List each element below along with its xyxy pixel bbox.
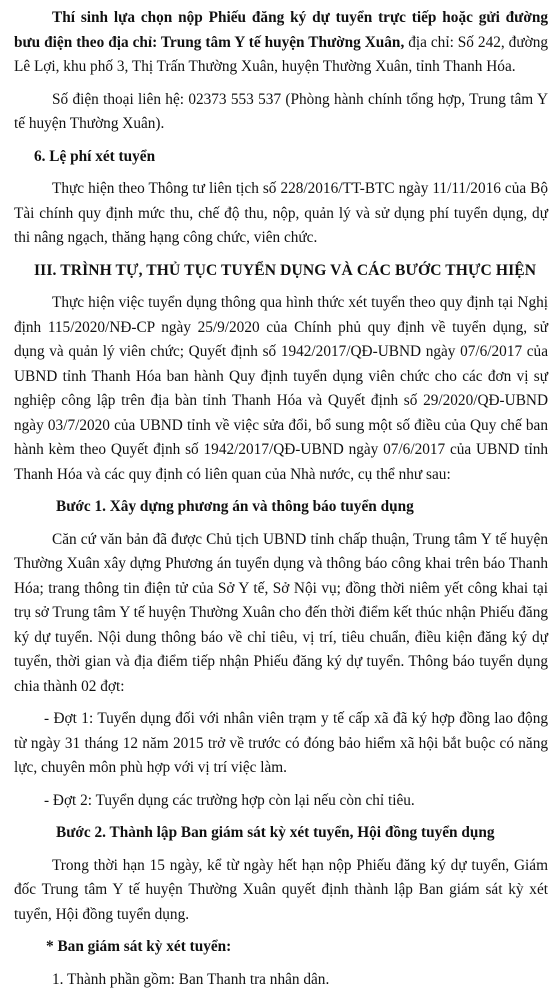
step-2-heading: Bước 2. Thành lập Ban giám sát kỳ xét tuyển, Hội đồng tuyển dụng: [14, 821, 548, 846]
section-6-heading: 6. Lệ phí xét tuyển: [14, 145, 548, 170]
fee-paragraph: Thực hiện theo Thông tư liên tịch số 228/2016/TT-BTC ngày 11/11/2016 của Bộ Tài chính quy định mức thu, chế độ thu, nộp, quản lý và sử dụng phí tuyển dụng, dự thi nâng ngạch, thăng hạng công chức, viên chức.: [14, 177, 548, 251]
legal-basis-paragraph: Thực hiện việc tuyển dụng thông qua hình thức xét tuyển theo quy định tại Nghị định 115/2020/NĐ-CP ngày 25/9/2020 của Chính phủ quy định về tuyển dụng, sử dụng và quản lý viên chức; Quyết định số 1942/2017/QĐ-UBND ngày 07/6/2017 của UBND tỉnh Thanh Hóa ban hành Quy định tuyển dụng viên chức cho các đơn vị sự nghiệp công lập trên địa bàn tỉnh Thanh Hóa và Quyết định số 29/2020/QĐ-UBND ngày 03/7/2020 của UBND tỉnh về việc sửa đổi, bổ sung một số điều của Quy chế ban hành kèm theo Quyết định số 1942/2017/QĐ-UBND ngày 07/6/2017 của UBND tỉnh Thanh Hóa và các quy định có liên quan của Nhà nước, cụ thể như sau:: [14, 291, 548, 487]
step-1-heading: Bước 1. Xây dựng phương án và thông báo tuyển dụng: [14, 495, 548, 520]
supervision-board-heading: * Ban giám sát kỳ xét tuyển:: [14, 935, 548, 960]
section-iii-heading: III. TRÌNH TỰ, THỦ TỤC TUYỂN DỤNG VÀ CÁC BƯỚC THỰC HIỆN: [14, 259, 548, 284]
round-2-item: - Đợt 2: Tuyển dụng các trường hợp còn lại nếu còn chỉ tiêu.: [14, 789, 548, 814]
step-2-paragraph: Trong thời hạn 15 ngày, kể từ ngày hết hạn nộp Phiếu đăng ký dự tuyển, Giám đốc Trung tâm Y tế huyện Thường Xuân quyết định thành lập Ban giám sát kỳ xét tuyển, Hội đồng tuyển dụng.: [14, 854, 548, 928]
submission-address: địa chỉ: Số 242, đường Lê Lợi, khu phố 3, Thị Trấn Thường Xuân, huyện Thường Xuân, tỉnh Thanh Hóa.: [14, 34, 548, 76]
round-1-item: - Đợt 1: Tuyển dụng đối với nhân viên trạm y tế cấp xã đã ký hợp đồng lao động từ ngày 31 tháng 12 năm 2015 trở về trước có đóng bảo hiểm xã hội bắt buộc có năng lực, chuyên môn phù hợp với vị trí việc làm.: [14, 707, 548, 781]
submission-paragraph: [14, 6, 548, 80]
step-1-paragraph: Căn cứ văn bản đã được Chủ tịch UBND tỉnh chấp thuận, Trung tâm Y tế huyện Thường Xuân xây dựng Phương án tuyển dụng và thông báo công khai trên báo Thanh Hóa; trang thông tin điện tử của Sở Y tế, Sở Nội vụ; đồng thời niêm yết công khai tại trụ sở Trung tâm Y tế huyện Thường Xuân cho đến thời điểm kết thúc nhận Phiếu đăng ký dự tuyển. Nội dung thông báo về chỉ tiêu, vị trí, tiêu chuẩn, điều kiện đăng ký dự tuyển, thời gian và địa điểm tiếp nhận Phiếu đăng ký dự tuyển. Thông báo tuyển dụng chia thành 02 đợt:: [14, 528, 548, 700]
submission-address-org: Trung tâm Y tế huyện Thường Xuân,: [157, 34, 404, 51]
submission-lead: Thí sinh lựa chọn nộp Phiếu đăng ký dự tuyển trực tiếp hoặc gửi đường bưu điện theo địa chỉ:: [14, 9, 548, 51]
supervision-members-item: 1. Thành phần gồm: Ban Thanh tra nhân dân.: [14, 968, 548, 992]
contact-phone-paragraph: Số điện thoại liên hệ: 02373 553 537 (Phòng hành chính tổng hợp, Trung tâm Y tế huyện Thường Xuân).: [14, 88, 548, 137]
